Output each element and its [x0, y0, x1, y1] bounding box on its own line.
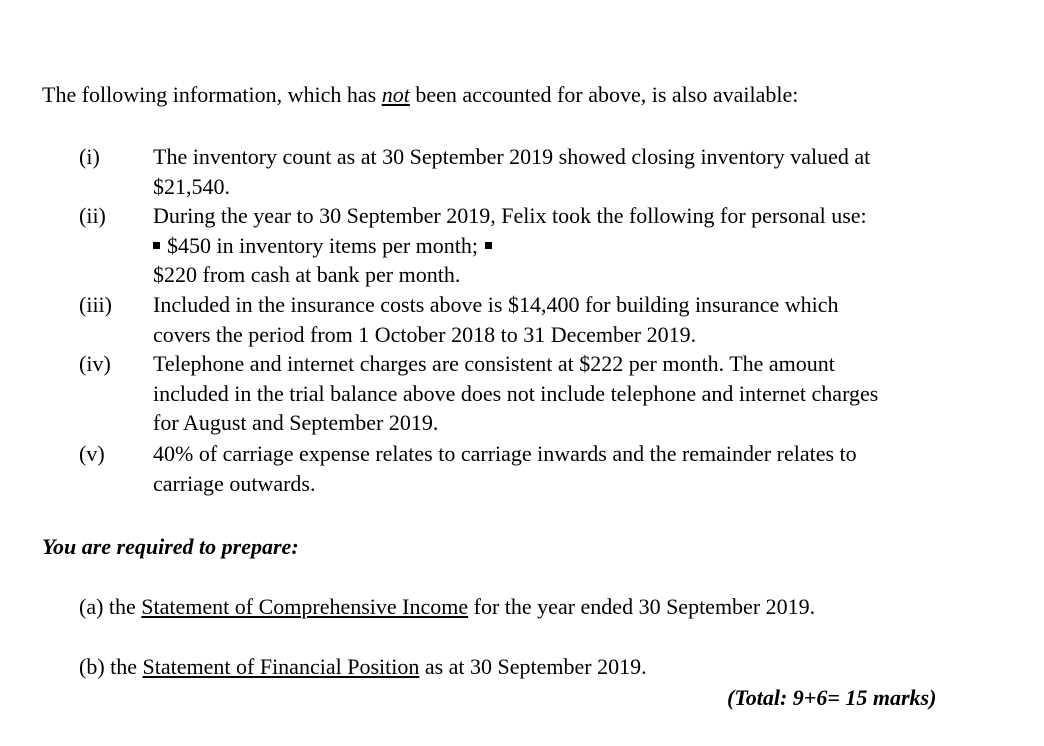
- task-b-prefix: (b) the: [79, 654, 143, 679]
- item-ii-bullet-text: $450 in inventory items per month;: [167, 232, 479, 258]
- task-a-statement-name: Statement of Comprehensive Income: [141, 594, 469, 619]
- task-a: [79, 592, 815, 622]
- item-iv-line-1: Telephone and internet charges are consistent at $222 per month. The amount: [153, 351, 835, 376]
- item-text-v: [153, 439, 1013, 498]
- task-b-statement-name: Statement of Financial Position: [142, 654, 420, 679]
- intro-emphasis-not: not: [381, 82, 410, 107]
- item-number-v: (v): [79, 441, 105, 466]
- item-ii-line-1: During the year to 30 September 2019, Felix took the following for personal use:: [153, 203, 867, 228]
- item-number-iii: (iii): [79, 292, 112, 317]
- intro-text-start: The following information, which has: [42, 82, 382, 107]
- item-iii-line-2: covers the period from 1 October 2018 to 31 December 2019.: [153, 321, 697, 347]
- item-iv-line-3: for August and September 2019.: [153, 410, 439, 435]
- item-v-line-1: 40% of carriage expense relates to carriage inwards and the remainder relates to: [153, 441, 857, 466]
- item-i-line-2: $21,540.: [153, 173, 230, 199]
- item-iii-line-1: Included in the insurance costs above is $14,400 for building insurance which: [153, 292, 839, 317]
- intro-text-end: been accounted for above, is also available:: [409, 82, 799, 107]
- item-v-line-2: carriage outwards.: [153, 470, 316, 496]
- item-i-line-1: The inventory count as at 30 September 2019 showed closing inventory valued at: [153, 144, 871, 169]
- item-ii-bullet-line: [153, 231, 1013, 261]
- task-a-prefix: (a) the: [79, 594, 142, 619]
- total-marks: (Total: 9+6= 15 marks): [727, 685, 937, 710]
- item-number-iv: (iv): [79, 351, 111, 376]
- item-text-ii: [153, 201, 1013, 290]
- required-heading: You are required to prepare:: [42, 534, 299, 559]
- item-text-iii: [153, 290, 1013, 349]
- item-iv-line-2: included in the trial balance above does not include telephone and internet charges: [153, 380, 879, 406]
- item-text-i: [153, 142, 1013, 201]
- item-text-iv: [153, 349, 1013, 438]
- intro-paragraph: [42, 80, 798, 110]
- task-b: [79, 652, 647, 682]
- item-number-ii: (ii): [79, 203, 106, 228]
- task-a-suffix: for the year ended 30 September 2019.: [468, 594, 816, 619]
- bullet-square-icon: [153, 242, 160, 249]
- bullet-square-icon-trailing: [485, 242, 492, 249]
- item-ii-line-3: $220 from cash at bank per month.: [153, 262, 461, 287]
- task-b-suffix: as at 30 September 2019.: [419, 654, 647, 679]
- item-number-i: (i): [79, 144, 100, 169]
